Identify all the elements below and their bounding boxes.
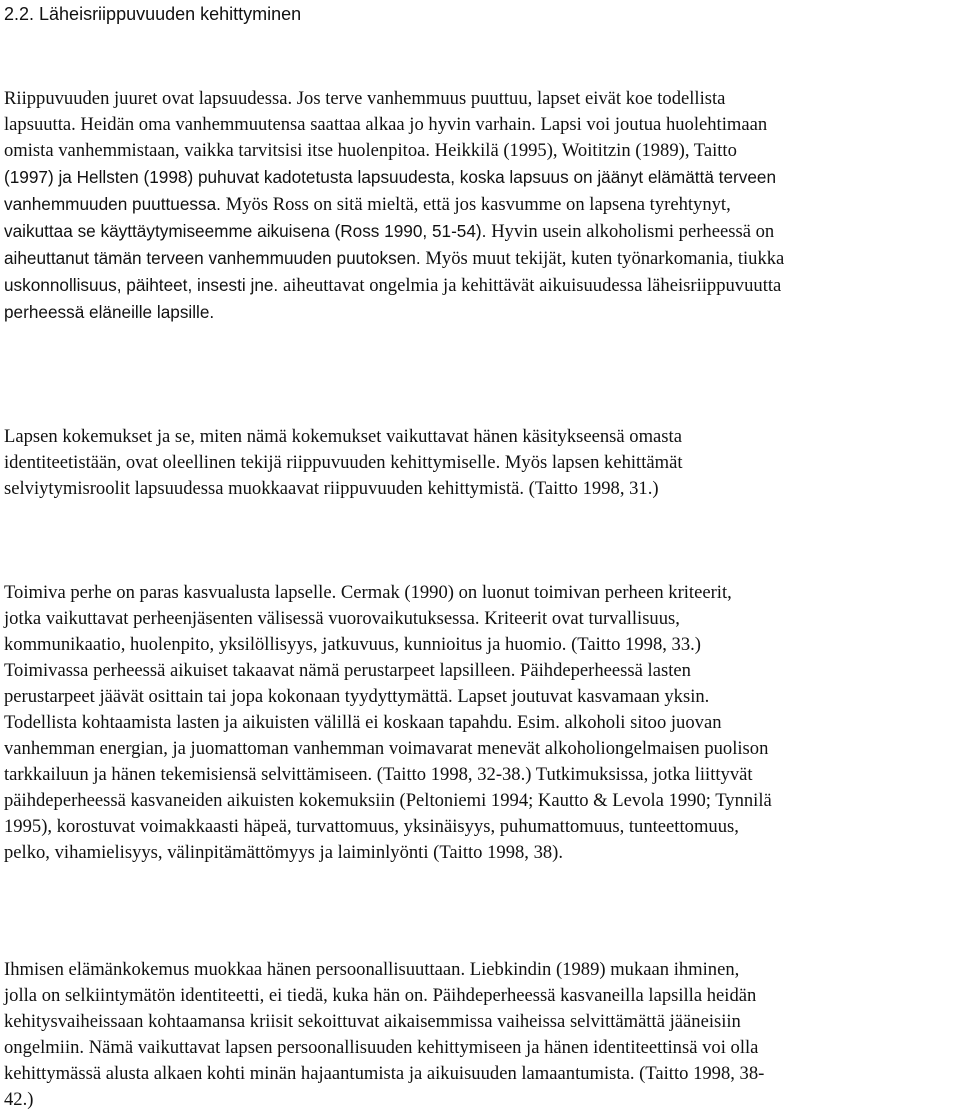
text-line (4, 762, 956, 788)
paragraph-3 (4, 580, 956, 866)
text-line (4, 658, 956, 684)
text-segment: perustarpeet jäävät osittain tai jopa kokonaan tyydyttymättä. Lapset joutuvat kasvamaan yksin. (4, 686, 710, 707)
text-line (4, 580, 956, 606)
text-segment: Riippuvuuden juuret ovat lapsuudessa. Jos terve vanhemmuus puuttuu, lapset eivät koe todellista (4, 88, 726, 109)
paragraph-4 (4, 957, 956, 1113)
text-line (4, 1061, 956, 1087)
text-line (4, 736, 956, 762)
text-line (4, 164, 956, 191)
text-line (4, 476, 956, 502)
text-segment: perheessä eläneille lapsille. (4, 302, 215, 322)
text-segment: 42.) (4, 1089, 34, 1110)
text-segment: Myös Ross on sitä mieltä, että jos kasvumme on lapsena tyrehtynyt, (225, 194, 731, 215)
text-segment: selviytymisroolit lapsuudessa muokkaavat riippuvuuden kehittymistä. (Taitto 1998, 31.) (4, 478, 659, 499)
text-line (4, 1009, 956, 1035)
text-line (4, 814, 956, 840)
text-line (4, 710, 956, 736)
text-line (4, 245, 956, 272)
text-line (4, 684, 956, 710)
text-segment: vanhemmuuden puuttuessa. (4, 194, 226, 214)
text-line (4, 424, 956, 450)
text-segment: Myös muut tekijät, kuten työnarkomania, tiukka (425, 248, 785, 269)
text-segment: (1997) ja Hellsten (1998) puhuvat kadotetusta lapsuudesta, koska lapsuus on jäänyt elämättä terveen (4, 167, 777, 187)
text-line (4, 86, 956, 112)
text-line (4, 957, 956, 983)
text-line (4, 1035, 956, 1061)
text-segment: Hyvin usein alkoholismi perheessä on (491, 221, 775, 242)
paragraph-2 (4, 424, 956, 502)
text-line (4, 218, 956, 245)
text-segment: vaikuttaa se käyttäytymiseemme aikuisena (Ross 1990, 51-54). (4, 221, 492, 241)
text-line (4, 983, 956, 1009)
text-segment: aiheuttanut tämän terveen vanhemmuuden puutoksen. (4, 248, 426, 268)
text-line (4, 138, 956, 164)
text-segment: kehittymässä alusta alkaen kohti minän hajaantumista ja aikuisuuden lamaantumista. (Taitto 1998, 38- (4, 1063, 765, 1084)
text-segment: lapsuutta. Heidän oma vanhemmuutensa saattaa alkaa jo hyvin varhain. Lapsi voi joutua huolehtimaan (4, 114, 768, 135)
text-segment: Toimiva perhe on paras kasvualusta lapselle. Cermak (1990) on luonut toimivan perheen kriteerit, (4, 582, 732, 603)
text-segment: uskonnollisuus, päihteet, insesti jne. (4, 275, 283, 295)
text-segment: omista vanhemmistaan, vaikka tarvitsisi itse huolenpitoa. Heikkilä (1995), Woititzin (1989), Taitto (4, 140, 737, 161)
text-segment: pelko, vihamielisyys, välinpitämättömyys ja laiminlyönti (Taitto 1998, 38). (4, 842, 564, 863)
text-segment: jotka vaikuttavat perheenjäsenten välisessä vuorovaikutuksessa. Kriteerit ovat turvallisuus, (4, 608, 680, 629)
paragraph-1 (4, 86, 956, 326)
text-line (4, 788, 956, 814)
text-line (4, 450, 956, 476)
text-segment: jolla on selkiintymätön identiteetti, ei tiedä, kuka hän on. Päihdeperheessä kasvaneilla lapsilla heidän (4, 985, 757, 1006)
text-line (4, 191, 956, 218)
section-heading: 2.2. Läheisriippuvuuden kehittyminen (4, 4, 302, 24)
text-line (4, 112, 956, 138)
text-line (4, 840, 956, 866)
text-line (4, 1087, 956, 1113)
text-segment: tarkkailuun ja hänen tekemisiensä selvittämiseen. (Taitto 1998, 32-38.) Tutkimuksissa, jotka liittyvät (4, 764, 753, 785)
text-segment: Ihmisen elämänkokemus muokkaa hänen persoonallisuuttaan. Liebkindin (1989) mukaan ihminen, (4, 959, 740, 980)
text-segment: ongelmiin. Nämä vaikuttavat lapsen persoonallisuuden kehittymiseen ja hänen identiteettinsä voi olla (4, 1037, 759, 1058)
text-segment: kommunikaatio, huolenpito, yksilöllisyys, jatkuvuus, kunnioitus ja huomio. (Taitto 1998, 33.) (4, 634, 701, 655)
text-line (4, 632, 956, 658)
text-line (4, 299, 956, 326)
text-segment: vanhemman energian, ja juomattoman vanhemman voimavarat menevät alkoholiongelmaisen puolison (4, 738, 769, 759)
text-segment: 1995), korostuvat voimakkaasti häpeä, turvattomuus, yksinäisyys, puhumattomuus, tunteettomuus, (4, 816, 739, 837)
text-segment: kehitysvaiheissaan kohtaamansa kriisit sekoittuvat aikaisemmissa vaiheissa selvittämättä jääneisiin (4, 1011, 741, 1032)
text-segment: aiheuttavat ongelmia ja kehittävät aikuisuudessa läheisriippuvuutta (283, 275, 782, 296)
text-segment: identiteetistään, ovat oleellinen tekijä riippuvuuden kehittymiselle. Myös lapsen kehittämät (4, 452, 683, 473)
text-segment: Toimivassa perheessä aikuiset takaavat nämä perustarpeet lapsilleen. Päihdeperheessä lasten (4, 660, 691, 681)
text-segment: päihdeperheessä kasvaneiden aikuisten kokemuksiin (Peltoniemi 1994; Kautto & Levola 1990; Tynnilä (4, 790, 772, 811)
text-segment: Todellista kohtaamista lasten ja aikuisten välillä ei koskaan tapahdu. Esim. alkoholi sitoo juovan (4, 712, 722, 733)
text-line (4, 606, 956, 632)
text-segment: Lapsen kokemukset ja se, miten nämä kokemukset vaikuttavat hänen käsitykseensä omasta (4, 426, 682, 447)
text-line (4, 272, 956, 299)
